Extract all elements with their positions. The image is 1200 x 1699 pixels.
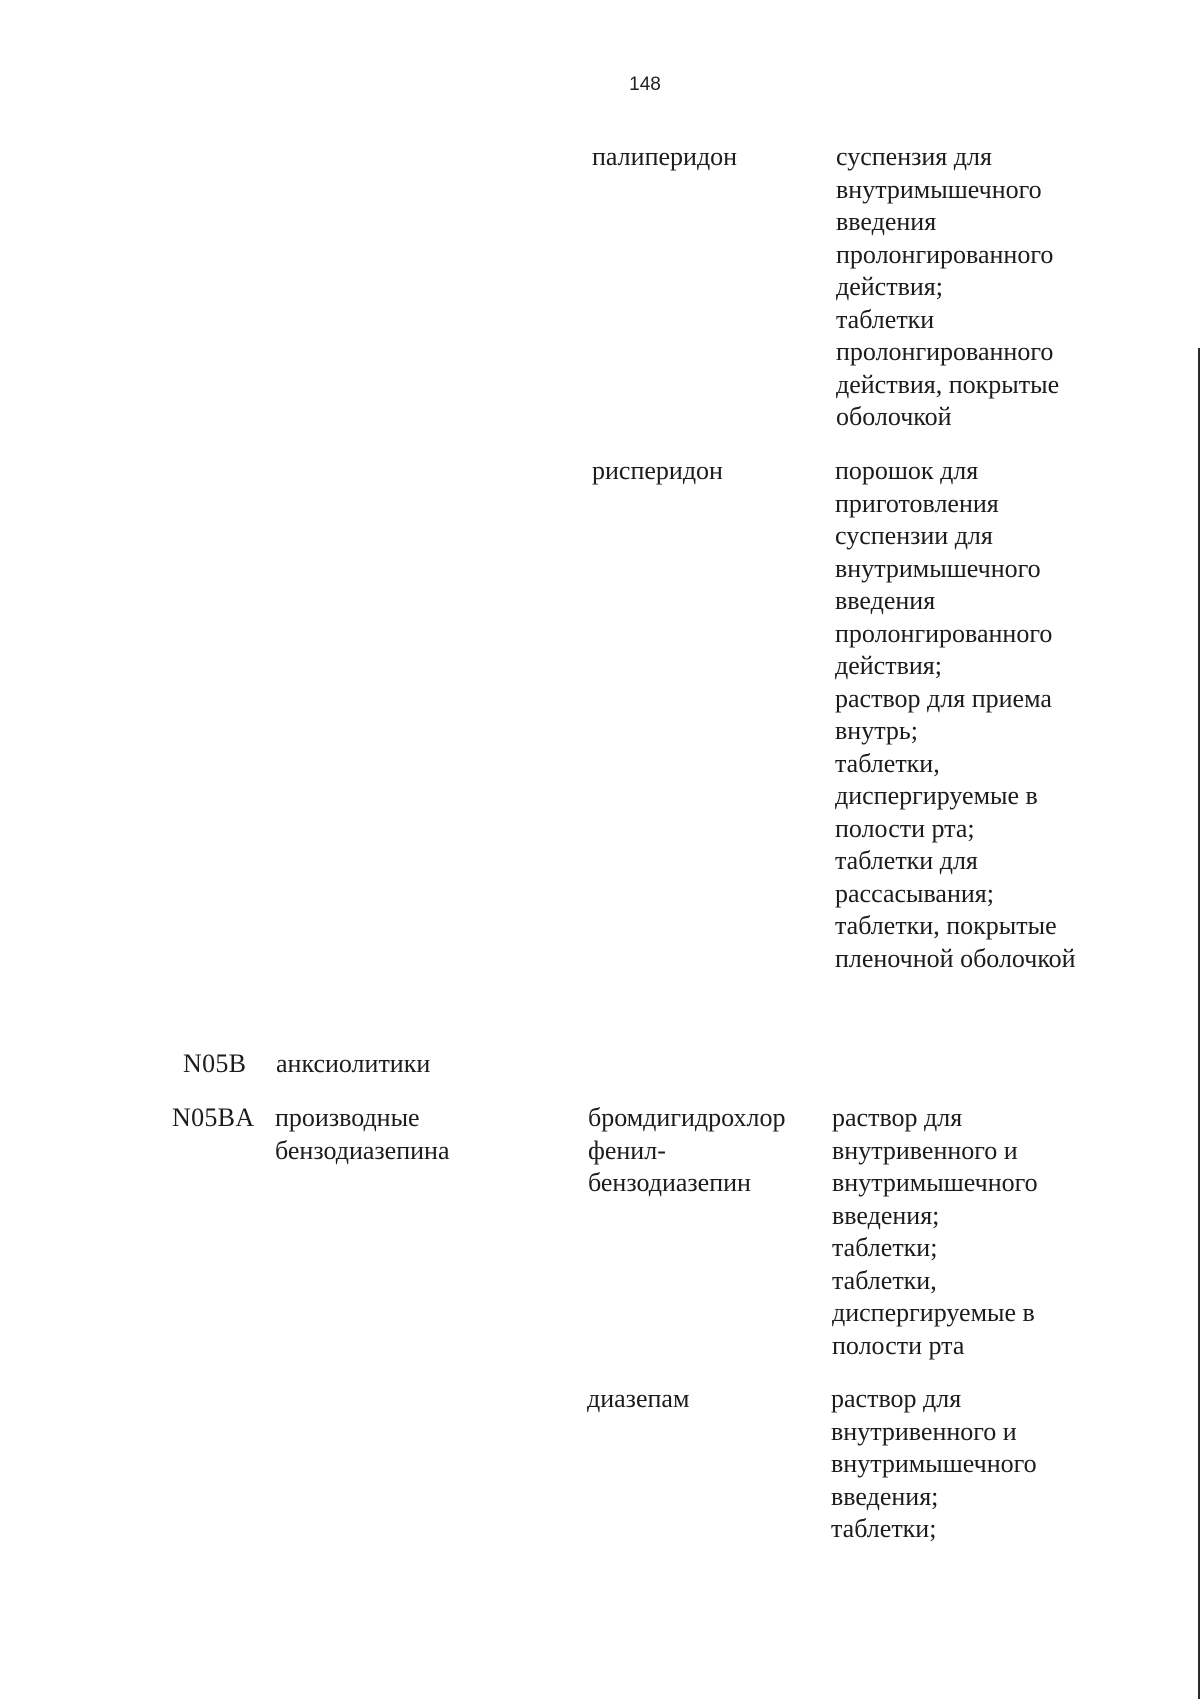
atc-code-text: N05BA — [172, 1103, 255, 1132]
dosage-form-line: действия; — [836, 272, 943, 301]
dosage-form-line: раствор для — [832, 1103, 963, 1132]
dosage-form-line: пролонгированного — [835, 618, 1053, 648]
dosage-form-line: раствор для приема — [835, 683, 1052, 713]
dosage-form-line: таблетки для — [835, 846, 978, 875]
drug-name-line: рисперидон — [592, 456, 723, 485]
dosage-form-line: внутривенного и — [831, 1416, 1017, 1446]
dosage-form-line: суспензии для — [835, 521, 993, 550]
dosage-forms — [831, 1383, 1037, 1546]
dosage-form-line: внутривенного и — [832, 1135, 1018, 1165]
drug-name-line: бромдигидрохлор — [588, 1103, 786, 1132]
drug-name-line: бензодиазепин — [588, 1168, 751, 1197]
dosage-form-line: внутримышечного — [835, 553, 1041, 583]
dosage-form-line: диспергируемые в — [835, 781, 1038, 810]
drug-name — [592, 455, 723, 488]
pharmacological-group — [275, 1102, 449, 1167]
page-number: 148 — [629, 74, 661, 95]
drug-name-line: палиперидон — [592, 142, 738, 171]
group-line: производные — [275, 1103, 420, 1132]
dosage-form-line: рассасывания; — [835, 878, 994, 908]
dosage-form-line: полости рта — [832, 1330, 965, 1360]
dosage-form-line: порошок для — [835, 456, 979, 485]
dosage-form-line: таблетки, — [832, 1265, 937, 1295]
drug-name-line: диазепам — [587, 1384, 690, 1413]
drug-name — [588, 1102, 785, 1200]
group-line: бензодиазепина — [275, 1135, 450, 1165]
dosage-form-line: введения — [835, 586, 936, 615]
dosage-form-line: таблетки — [836, 304, 935, 334]
dosage-form-line: таблетки; — [831, 1514, 937, 1543]
drug-name-line: фенил- — [588, 1135, 666, 1165]
dosage-form-line: внутрь; — [835, 716, 918, 745]
drug-name — [592, 141, 737, 174]
dosage-form-line: таблетки, покрытые — [835, 911, 1057, 940]
dosage-form-line: действия; — [835, 651, 942, 680]
group-line: анксиолитики — [276, 1049, 431, 1078]
dosage-form-line: таблетки; — [832, 1233, 938, 1262]
dosage-form-line: пленочной оболочкой — [835, 943, 1076, 973]
dosage-form-line: внутримышечного — [831, 1449, 1037, 1478]
dosage-form-line: раствор для — [831, 1384, 962, 1413]
atc-code — [172, 1102, 254, 1135]
dosage-form-line: внутримышечного — [832, 1168, 1038, 1197]
dosage-form-line: внутримышечного — [836, 174, 1042, 204]
dosage-form-line: оболочкой — [836, 402, 952, 431]
atc-code-text: N05B — [183, 1049, 247, 1078]
dosage-form-line: пролонгированного — [836, 239, 1054, 269]
dosage-form-line: полости рта; — [835, 813, 975, 843]
dosage-form-line: таблетки, — [835, 748, 940, 778]
dosage-forms — [835, 455, 1076, 975]
dosage-form-line: введения; — [831, 1481, 939, 1511]
dosage-form-line: суспензия для — [836, 142, 992, 171]
drug-name — [587, 1383, 689, 1416]
dosage-form-line: приготовления — [835, 488, 999, 518]
dosage-form-line: действия, покрытые — [836, 369, 1060, 399]
pharmacological-group — [276, 1048, 430, 1081]
dosage-forms — [836, 141, 1059, 434]
dosage-forms — [832, 1102, 1038, 1362]
atc-code — [183, 1048, 246, 1081]
dosage-form-line: пролонгированного — [836, 337, 1054, 366]
dosage-form-line: введения — [836, 207, 937, 236]
dosage-form-line: диспергируемые в — [832, 1298, 1035, 1327]
dosage-form-line: введения; — [832, 1200, 940, 1230]
